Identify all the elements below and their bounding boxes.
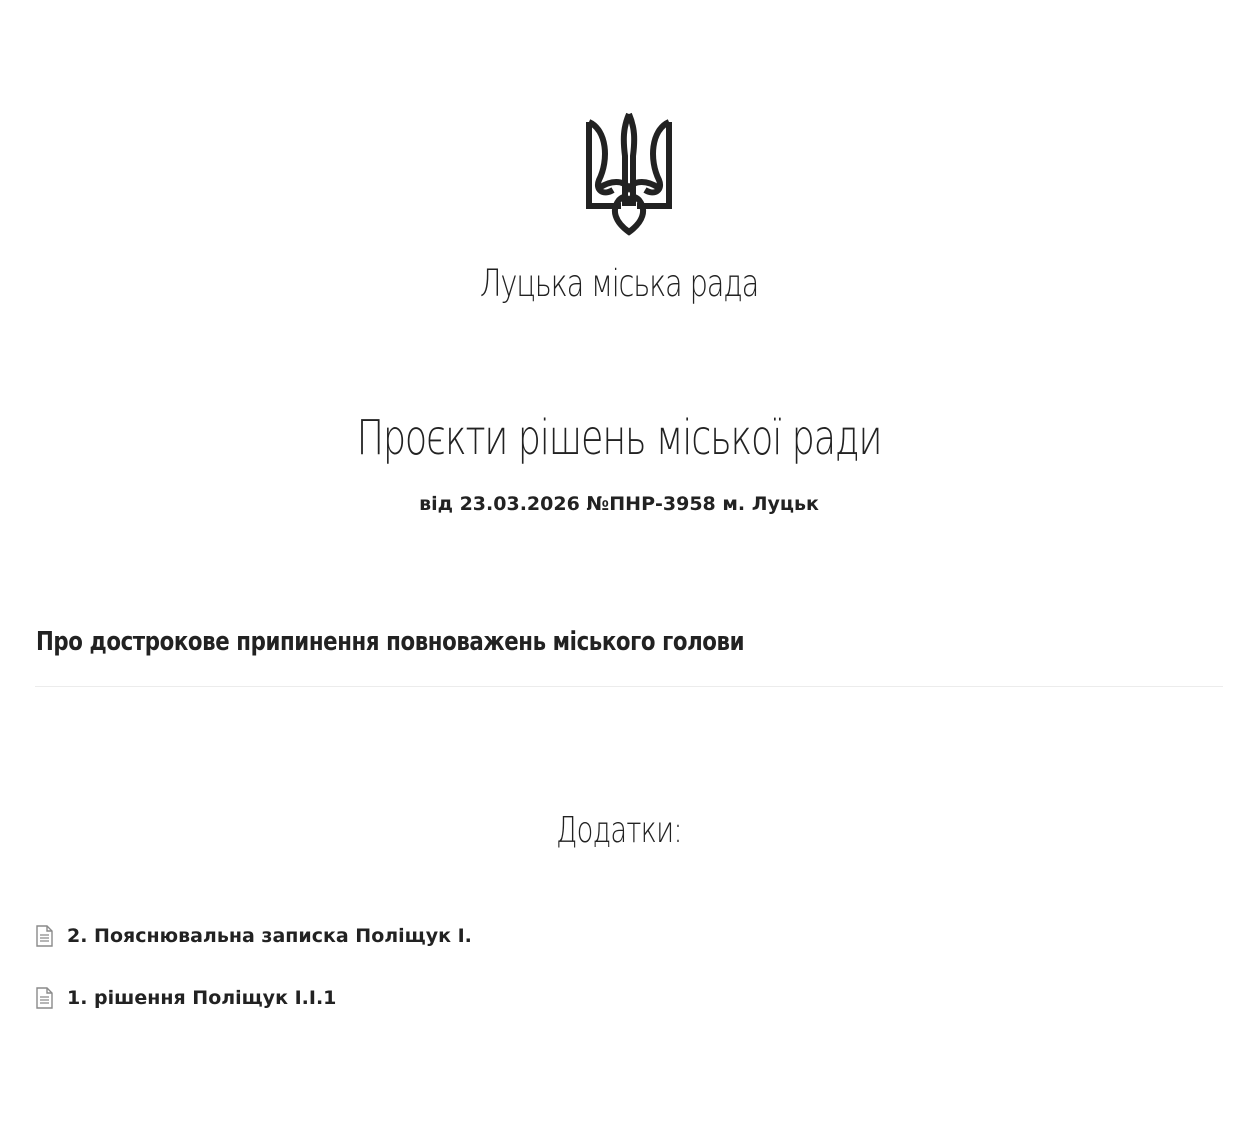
page-title: Проєкти рішень міської ради <box>356 410 882 466</box>
trident-icon <box>585 110 673 238</box>
divider <box>35 686 1223 687</box>
document-icon <box>35 925 53 947</box>
attachment-label[interactable]: 2. Пояснювальна записка Поліщук І. <box>67 925 472 947</box>
attachment-link[interactable] <box>35 923 472 949</box>
attachment-link[interactable] <box>35 985 336 1011</box>
attachment-label[interactable]: 1. рішення Поліщук І.І.1 <box>67 987 337 1009</box>
document-subject: Про дострокове припинення повноважень міського голови <box>36 627 745 657</box>
attachments-heading: Додатки: <box>556 810 682 851</box>
council-name: Луцька міська рада <box>479 262 759 305</box>
document-icon <box>35 987 53 1009</box>
document-meta: від 23.03.2026 №ПНР-3958 м. Луцьк <box>419 493 819 515</box>
